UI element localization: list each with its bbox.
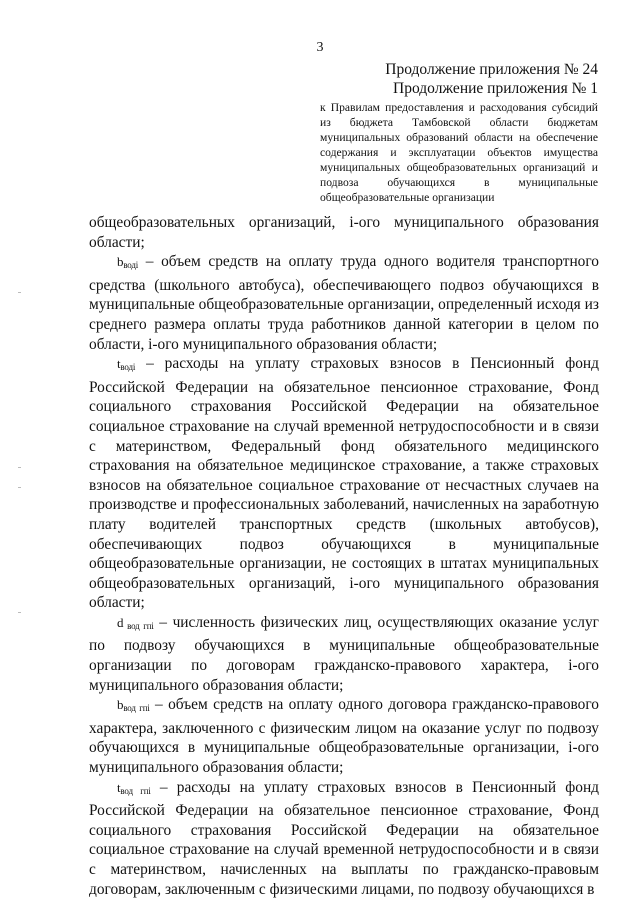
paragraph-text: – объем средств на оплату труда одного водителя транспортного средства (школьного автобуса), обеспечивающего подвоз обучающихся в муниципальные общеобразовательные организации, определенный исходя из среднего размера оплаты труда работников данной категории в целом по области, i-ого муниципального образования области; (89, 253, 599, 353)
variable-symbol: $t_{водi}$ (117, 356, 136, 373)
paragraph-text: общеобразовательных организаций, i-ого муниципального образования области; (89, 214, 599, 251)
body-paragraph (89, 778, 599, 900)
body-paragraph (89, 354, 599, 613)
variable-symbol: $b_{водi}$ (117, 254, 139, 271)
variable-symbol: $t_{вод гпi}$ (117, 779, 151, 796)
body-paragraph (89, 613, 599, 695)
appendix-continuation-24: Продолжение приложения № 24 (385, 61, 598, 78)
paragraph-text: – расходы на уплату страховых взносов в Пенсионный фонд Российской Федерации на обязательное пенсионное страхование, Фонд социального страхования Российской Федерации на обязательное социальное страхование на случай временной нетрудоспособности и в связи с материнством, начисленных на выплаты по гражданско-правовым договорам, заключенным с физическими лицами, по подвозу обучающихся в (89, 778, 600, 898)
variable-symbol: d $_{вод гпi}$ (117, 614, 154, 631)
scan-mark (18, 292, 21, 293)
appendix-description: к Правилам предоставления и расходования субсидий из бюджета Тамбовской области бюджетам муниципальных образований области на обеспечение содержания и эксплуатации объектов имущества муниципальных общеобразовательных организаций и подвоза обучающихся в муниципальные общеобразовательные организации (320, 101, 598, 204)
paragraph-text: – расходы на уплату страховых взносов в Пенсионный фонд Российской Федерации на обязательное пенсионное страхование, Фонд социального страхования Российской Федерации на обязательное социальное страхование на случай временной нетрудоспособности и в связи с материнством, Федеральный фонд обязательного медицинского страхования на обязательное медицинское страхование, а также страховых взносов на обязательное социальное страхование от несчастных случаев на производстве и профессиональных заболеваний, начисленных на заработную плату водителей транспортных средств (школьных автобусов), обеспечивающих подвоз обучающихся в муниципальные общеобразовательные организации, не состоящих в штатах муниципальных общеобразовательных организаций, i-ого муниципального образования области; (89, 355, 599, 612)
variable-symbol: $b_{вод гпi}$ (117, 697, 150, 714)
body-paragraph (89, 213, 599, 252)
paragraph-text: – объем средств на оплату одного договора гражданско-правового характера, заключенного с физическим лицом на оказание услуг по подвозу обучающихся в муниципальные общеобразовательные организации, i-ого муниципального образования области; (89, 696, 599, 777)
body-paragraph (89, 252, 599, 354)
appendix-header (320, 60, 598, 205)
page-number: 3 (316, 40, 324, 55)
paragraph-text: – численность физических лиц, осуществляющих оказание услуг по подвозу обучающихся в муниципальные общеобразовательные организации по договорам гражданско-правового характера, i-ого муниципального образования области; (89, 613, 599, 694)
body-paragraph (89, 695, 599, 777)
appendix-continuation-1: Продолжение приложения № 1 (393, 80, 598, 97)
scan-mark (18, 487, 21, 488)
scan-mark (18, 612, 21, 613)
document-body (89, 213, 599, 899)
scan-mark (18, 467, 21, 468)
